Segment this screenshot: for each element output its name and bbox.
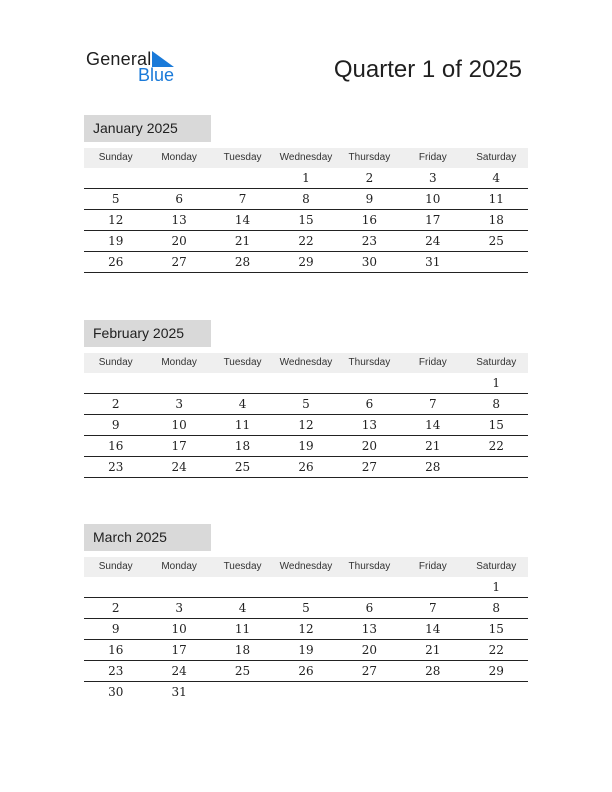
day-cell [211, 168, 274, 188]
day-cell: 19 [298, 643, 314, 657]
week-row [84, 577, 528, 598]
day-cell: 18 [488, 213, 504, 227]
day-cell: 12 [108, 213, 124, 227]
weekday-header: Sunday [98, 357, 133, 368]
day-cell: 10 [171, 418, 187, 432]
day-cell: 18 [234, 643, 251, 657]
day-cell: 26 [298, 664, 314, 678]
day-cell: 2 [111, 397, 120, 411]
week-row [84, 640, 528, 661]
day-cell [147, 168, 210, 188]
month-block [84, 320, 528, 478]
day-cell: 22 [488, 643, 504, 657]
day-cell: 31 [425, 255, 441, 269]
day-cell: 23 [108, 664, 124, 678]
weekday-header: Thursday [348, 561, 391, 572]
day-cell: 5 [111, 192, 120, 206]
day-cell: 20 [171, 234, 187, 248]
day-cell: 19 [298, 439, 314, 453]
day-cell: 22 [488, 439, 504, 453]
day-cell [401, 682, 464, 702]
day-cell [84, 577, 147, 597]
day-cell: 21 [425, 643, 441, 657]
day-cell: 4 [238, 397, 247, 411]
day-cell: 1 [492, 580, 501, 594]
day-cell: 24 [171, 664, 187, 678]
day-cell [465, 252, 528, 272]
day-cell: 11 [488, 192, 504, 206]
day-cell: 17 [171, 643, 187, 657]
day-cell: 25 [488, 234, 504, 248]
day-cell: 7 [429, 397, 437, 411]
day-cell: 25 [234, 664, 251, 678]
day-cell: 31 [171, 685, 187, 699]
day-cell: 10 [425, 192, 441, 206]
day-cell: 18 [234, 439, 251, 453]
day-cell: 8 [492, 601, 501, 615]
day-cell: 15 [298, 213, 314, 227]
weekday-header: Friday [418, 561, 447, 572]
day-cell [401, 577, 464, 597]
week-row [84, 619, 528, 640]
day-cell: 13 [361, 418, 378, 432]
day-cell: 21 [425, 439, 441, 453]
day-cell: 17 [171, 439, 187, 453]
day-cell: 12 [298, 418, 314, 432]
day-cell: 29 [488, 664, 504, 678]
day-cell: 10 [171, 622, 187, 636]
month-block [84, 115, 528, 273]
day-cell: 21 [234, 234, 251, 248]
weekday-header: Wednesday [279, 561, 333, 572]
day-cell: 8 [492, 397, 501, 411]
page-title: Quarter 1 of 2025 [333, 56, 522, 83]
day-cell: 12 [298, 622, 314, 636]
day-cell: 4 [492, 171, 501, 185]
day-cell: 3 [429, 171, 437, 185]
day-cell: 4 [238, 601, 247, 615]
month-label: January 2025 [84, 115, 211, 142]
day-cell [211, 373, 274, 393]
week-row [84, 598, 528, 619]
weekday-header: Monday [161, 357, 197, 368]
weekday-header: Sunday [98, 152, 133, 163]
day-cell: 27 [361, 664, 378, 678]
day-cell [465, 682, 528, 702]
logo-blue-text: Blue [138, 65, 175, 85]
day-cell [338, 682, 401, 702]
day-cell: 5 [302, 601, 310, 615]
weekday-header: Saturday [476, 357, 517, 368]
week-row [84, 661, 528, 682]
day-cell [274, 577, 337, 597]
day-cell: 26 [108, 255, 124, 269]
day-cell: 3 [175, 397, 183, 411]
day-cell: 13 [171, 213, 187, 227]
weekday-header: Saturday [476, 152, 517, 163]
week-row [84, 210, 528, 231]
day-cell: 11 [234, 418, 251, 432]
week-row [84, 436, 528, 457]
logo [86, 49, 186, 85]
month-label: March 2025 [84, 524, 211, 551]
weekday-header: Thursday [348, 152, 391, 163]
day-cell: 11 [234, 622, 251, 636]
day-cell [401, 373, 464, 393]
day-cell: 2 [365, 171, 374, 185]
logo-general-text: General [86, 49, 152, 69]
week-row [84, 231, 528, 252]
day-cell [84, 373, 147, 393]
week-row [84, 168, 528, 189]
weekday-header: Monday [161, 561, 197, 572]
week-row [84, 189, 528, 210]
month-block [84, 524, 528, 702]
week-row [84, 394, 528, 415]
day-cell: 25 [234, 460, 251, 474]
day-cell: 6 [365, 397, 374, 411]
day-cell: 5 [302, 397, 310, 411]
day-cell: 27 [361, 460, 378, 474]
day-cell [338, 373, 401, 393]
day-cell: 24 [425, 234, 441, 248]
day-cell: 23 [361, 234, 378, 248]
weekday-header-row [84, 557, 528, 577]
day-cell [338, 577, 401, 597]
day-cell: 16 [361, 213, 378, 227]
day-cell: 1 [302, 171, 310, 185]
weekday-header: Thursday [348, 357, 391, 368]
day-cell: 9 [111, 418, 120, 432]
weekday-header-row [84, 148, 528, 168]
day-cell: 7 [238, 192, 247, 206]
day-cell: 7 [429, 601, 437, 615]
day-cell: 15 [488, 418, 504, 432]
day-cell: 14 [425, 622, 441, 636]
day-cell: 6 [365, 601, 374, 615]
week-row [84, 415, 528, 436]
day-cell: 28 [425, 664, 441, 678]
day-cell: 29 [298, 255, 314, 269]
day-cell: 27 [171, 255, 187, 269]
day-cell: 15 [488, 622, 504, 636]
week-row [84, 682, 528, 702]
day-cell: 13 [361, 622, 378, 636]
weekday-header: Friday [418, 152, 447, 163]
day-cell: 2 [111, 601, 120, 615]
day-cell: 24 [171, 460, 187, 474]
day-cell: 16 [108, 439, 124, 453]
weekday-header: Tuesday [223, 152, 262, 163]
week-row [84, 457, 528, 478]
day-cell: 28 [425, 460, 441, 474]
week-row [84, 373, 528, 394]
day-cell: 22 [298, 234, 314, 248]
day-cell: 23 [108, 460, 124, 474]
day-cell: 9 [111, 622, 120, 636]
day-cell [84, 168, 147, 188]
weekday-header: Tuesday [223, 561, 262, 572]
week-row [84, 252, 528, 273]
day-cell [211, 682, 274, 702]
day-cell: 6 [175, 192, 183, 206]
day-cell [274, 682, 337, 702]
day-cell [147, 577, 210, 597]
day-cell: 9 [365, 192, 374, 206]
weekday-header-row [84, 353, 528, 373]
weekday-header: Wednesday [279, 357, 333, 368]
day-cell: 20 [361, 439, 378, 453]
weekday-header: Monday [161, 152, 197, 163]
day-cell: 26 [298, 460, 314, 474]
weekday-header: Saturday [476, 561, 517, 572]
day-cell [211, 577, 274, 597]
day-cell: 20 [361, 643, 378, 657]
weekday-header: Friday [418, 357, 447, 368]
day-cell: 17 [425, 213, 441, 227]
month-label: February 2025 [84, 320, 211, 347]
day-cell [147, 373, 210, 393]
day-cell: 3 [175, 601, 183, 615]
weekday-header: Tuesday [223, 357, 262, 368]
day-cell [465, 457, 528, 477]
day-cell [274, 373, 337, 393]
day-cell: 19 [108, 234, 124, 248]
day-cell: 28 [234, 255, 251, 269]
weekday-header: Sunday [98, 561, 133, 572]
day-cell: 30 [361, 255, 378, 269]
day-cell: 16 [108, 643, 124, 657]
day-cell: 14 [425, 418, 441, 432]
day-cell: 30 [108, 685, 124, 699]
day-cell: 8 [302, 192, 310, 206]
day-cell: 1 [492, 376, 501, 390]
weekday-header: Wednesday [279, 152, 333, 163]
day-cell: 14 [234, 213, 251, 227]
